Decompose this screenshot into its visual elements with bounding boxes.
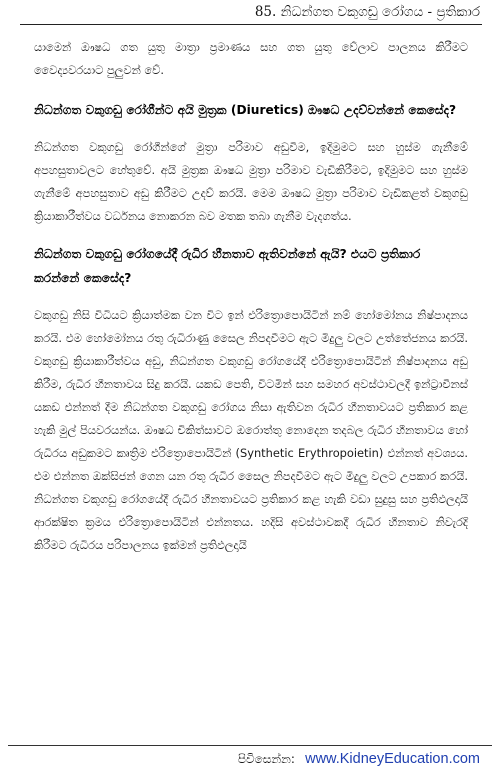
page-footer — [0, 742, 500, 769]
header-divider — [20, 24, 482, 25]
answer-diuretics: නිධන්ගත වකුගඩු රෝගීන්ගේ මුත්‍රා පරිමාව අඩුවීම, ඉදිමුමට සහ හුස්ම ගැනීමේ අපහසුතාවලට හේතුවේ. අයි මුත්‍රක ඖෂධ මුත්‍රා පරිමාව වැඩිකිරීමට, ඉදිමුමට සහ හුස්ම ගැනීමේ අපහසුතාව අඩු කිරීමට උදව් කරයි. මෙම ඖෂධ මුත්‍රා පරිමාව වැඩිකළත් වකුගඩු ක්‍රියාකාරීත්වය වර්ධනය නොකරන බව මතක තබා ගැනීම වැදගත්ය. — [34, 140, 468, 223]
page-header — [0, 0, 500, 26]
intro-paragraph: යාමෙන් ඖෂධ ගත යුතු මාත්‍රා ප්‍රමාණය සහ ගත යුතු වේලාව පාලනය කිරීමට වෛද්‍යවරයාට පුලුවන් වේ. — [34, 40, 468, 77]
question-anemia: නිධන්ගත වකුගඩු රෝගයේදී රුධිර හීනතාව ඇතිවන්නේ ඇයි? එයට ප්‍රතිකාර කරන්නේ කෙසේද? — [34, 247, 421, 285]
footer-visit — [238, 751, 480, 767]
answer-anemia: වකුගඩු නිසි විධියට ක්‍රියාත්මක වන විට ඉන් එරිත්‍රොපොයිටින් නම් හෝමෝනය නිෂ්පාදනය කරයි. එම හෝමෝනය රතු රුධිරාණු සෛල නිපදවීමට ඇට මිදුලු වලට උත්තේජනය කරයි. වකුගඩු ක්‍රියාකාරීත්වය අඩු, නිධන්ගත වකුගඩු රෝගයේදී එරිත්‍රොපොයිටින් නිෂ්පාදනය අඩු කිරීම, රුධිර හීනතාවය සිදු කරයි. යකඩ පෙති, විටමින් සහ සමහර අවස්ථාවලදී ඉන්ට්‍රාවීනස් යකඩ එන්නත් දීම නිධන්ගත වකුගඩු රෝගය නිසා ඇතිවන රුධිර හීනතාවයට ප්‍රතිකාර කළ හැකි මුල් පියවරයන්ය. ඖෂධ චිකිත්සාවට ඔරොත්තු නොදෙන තදබල රුධිර හීනතාවය හෝ රුධිරය අඩුකමට කෘත්‍රිම එරිත්‍රොපොයිටින් (Synthetic Erythropoietin) එන්නත් අවශ්‍යය. එම එන්නත ඔක්සිජන් ගෙන යන රතු රුධිර සෛල නිපදවීමට ඇට මිදුලු වලට උපකාර කරයි. නිධන්ගත වකුගඩු රෝගයේදී රුධිර හීනතාවයට ප්‍රතිකාර කළ හැකි වඩා සුදුසු සහ ප්‍රතිඵලදායි ආරක්ෂිත ක්‍රමය එරිත්‍රොපොයිටින් එන්නතය. හදිසි අවස්ථාවකදී රුධිර හීනතාව නිවැරදි කිරීමට රුධිරය පරිපාලනය ඉක්මන් ප්‍රතිඵලදායි — [34, 308, 468, 552]
footer-label: පිවිසෙන්න: — [237, 752, 295, 766]
page-title: 85. නිධන්ගත වකුගඩු රෝගය - ප්‍රතිකාර — [254, 4, 480, 20]
footer-divider — [8, 745, 492, 746]
page-content — [34, 36, 468, 557]
question-diuretics: නිධන්ගත වකුගඩු රෝගීන්ට අයි මුත්‍රක (Diuretics) ඖෂධ උදව්වන්නේ කෙසේද? — [34, 103, 457, 117]
website-link[interactable]: www.KidneyEducation.com — [305, 751, 480, 767]
